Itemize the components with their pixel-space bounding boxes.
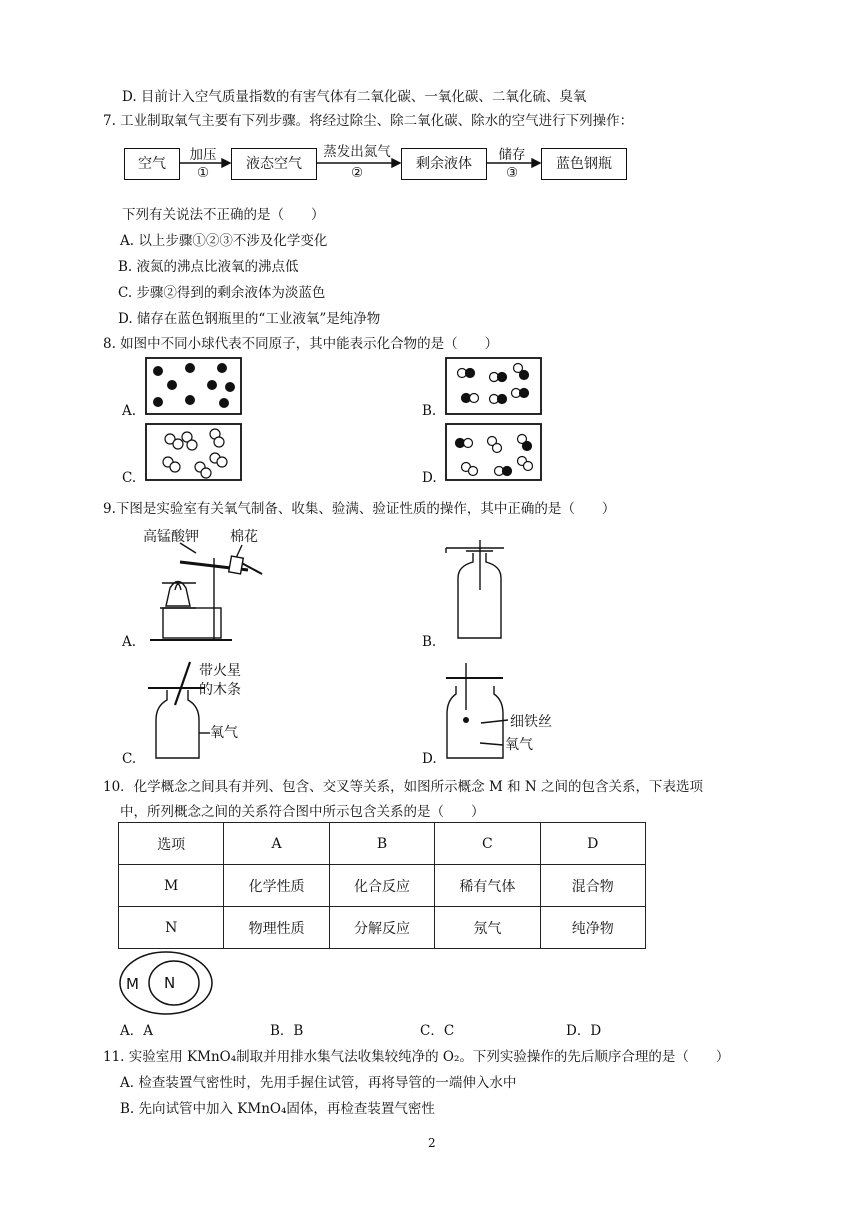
flow-box-air: 空气	[124, 148, 180, 180]
q11-option-a: A. 检查装置气密性时，先用手握住试管，再将导管的一端伸入水中	[120, 1075, 517, 1091]
q11-option-b: B. 先向试管中加入 KMnO₄固体，再检查装置气密性	[120, 1101, 435, 1117]
flow-box-blue-cylinder: 蓝色钢瓶	[541, 148, 627, 180]
arrow-3-bottom: ③	[505, 165, 519, 181]
flow-box-remaining-liquid: 剩余液体	[401, 148, 487, 180]
fig-a-reagent-label: 高锰酸钾	[143, 529, 199, 545]
q9-label-d: D.	[422, 751, 437, 767]
q7-option-d: D. 储存在蓝色钢瓶里的“工业液氧”是纯净物	[118, 311, 381, 327]
table-cell: 氖气	[435, 907, 540, 949]
table-cell: N	[119, 907, 224, 949]
table-header-cell: D	[540, 823, 645, 865]
q8-label-b: B.	[422, 403, 437, 419]
fig-d-oxygen-label: 氧气	[505, 737, 533, 753]
q8-label-c: C.	[122, 470, 137, 486]
arrow-2-top: 蒸发出氮气	[323, 144, 391, 160]
table-header-cell: 选项	[119, 823, 224, 865]
q7-stem: 7. 工业制取氧气主要有下列步骤。将经过除尘、除二氧化碳、除水的空气进行下列操作：	[103, 113, 634, 129]
fig-d-iron-wire-label: 细铁丝	[510, 714, 552, 730]
fig-c-oxygen-label: 氧气	[210, 725, 238, 741]
q9-label-c: C.	[122, 751, 137, 767]
q9-label-a: A.	[122, 634, 137, 650]
fig-c-splint-label-1: 带火星	[199, 663, 241, 679]
q8-label-d: D.	[422, 470, 437, 486]
table-cell: 混合物	[540, 865, 645, 907]
q7-prompt: 下列有关说法不正确的是（ ）	[122, 207, 325, 223]
table-header-cell: A	[224, 823, 329, 865]
q7-option-b: B. 液氮的沸点比液氧的沸点低	[118, 259, 299, 275]
fig-c-splint-label-2: 的木条	[199, 682, 241, 698]
table-header-cell: B	[329, 823, 434, 865]
arrow-1-top: 加压	[189, 147, 217, 163]
arrow-2-bottom: ②	[350, 165, 364, 181]
q8-label-a: A.	[122, 403, 137, 419]
arrow-3-top: 储存	[498, 147, 526, 163]
table-cell: M	[119, 865, 224, 907]
arrow-1-bottom: ①	[196, 165, 210, 181]
table-cell: 分解反应	[329, 907, 434, 949]
table-header-cell: C	[435, 823, 540, 865]
venn-label-n: N	[164, 974, 176, 992]
q11-stem: 11. 实验室用 KMnO₄制取并用排水集气法收集较纯净的 O₂。下列实验操作的先后顺序合理的是（ ）	[103, 1049, 730, 1065]
q7-option-a: A. 以上步骤①②③不涉及化学变化	[120, 233, 328, 249]
q9-label-b: B.	[422, 634, 437, 650]
table-cell: 稀有气体	[435, 865, 540, 907]
q7-option-c: C. 步骤②得到的剩余液体为淡蓝色	[118, 285, 326, 301]
page-number: 2	[428, 1136, 436, 1150]
q10-choice-c: C．C	[420, 1023, 455, 1039]
q6-option-d: D. 目前计入空气质量指数的有害气体有二氧化碳、一氧化碳、二氧化硫、臭氧	[122, 89, 587, 105]
q10-stem-line1: 10．化学概念之间具有并列、包含、交叉等关系，如图所示概念 M 和 N 之间的包含关系，下表选项	[103, 779, 703, 795]
q10-choice-a: A．A	[120, 1023, 153, 1039]
fig-a-cotton-label: 棉花	[230, 529, 258, 545]
q9-stem: 9.下图是实验室有关氧气制备、收集、验满、验证性质的操作，其中正确的是（ ）	[103, 501, 616, 517]
venn-label-m: M	[126, 975, 139, 993]
q10-choice-b: B．B	[270, 1023, 304, 1039]
flow-box-liquid-air: 液态空气	[231, 148, 317, 180]
table-cell: 化合反应	[329, 865, 434, 907]
q8-stem: 8. 如图中不同小球代表不同原子，其中能表示化合物的是（ ）	[103, 336, 499, 352]
table-cell: 纯净物	[540, 907, 645, 949]
table-cell: 物理性质	[224, 907, 329, 949]
q10-choice-d: D．D	[566, 1023, 602, 1039]
q10-stem-line2: 中，所列概念之间的关系符合图中所示包含关系的是（ ）	[120, 804, 485, 820]
table-cell: 化学性质	[224, 865, 329, 907]
